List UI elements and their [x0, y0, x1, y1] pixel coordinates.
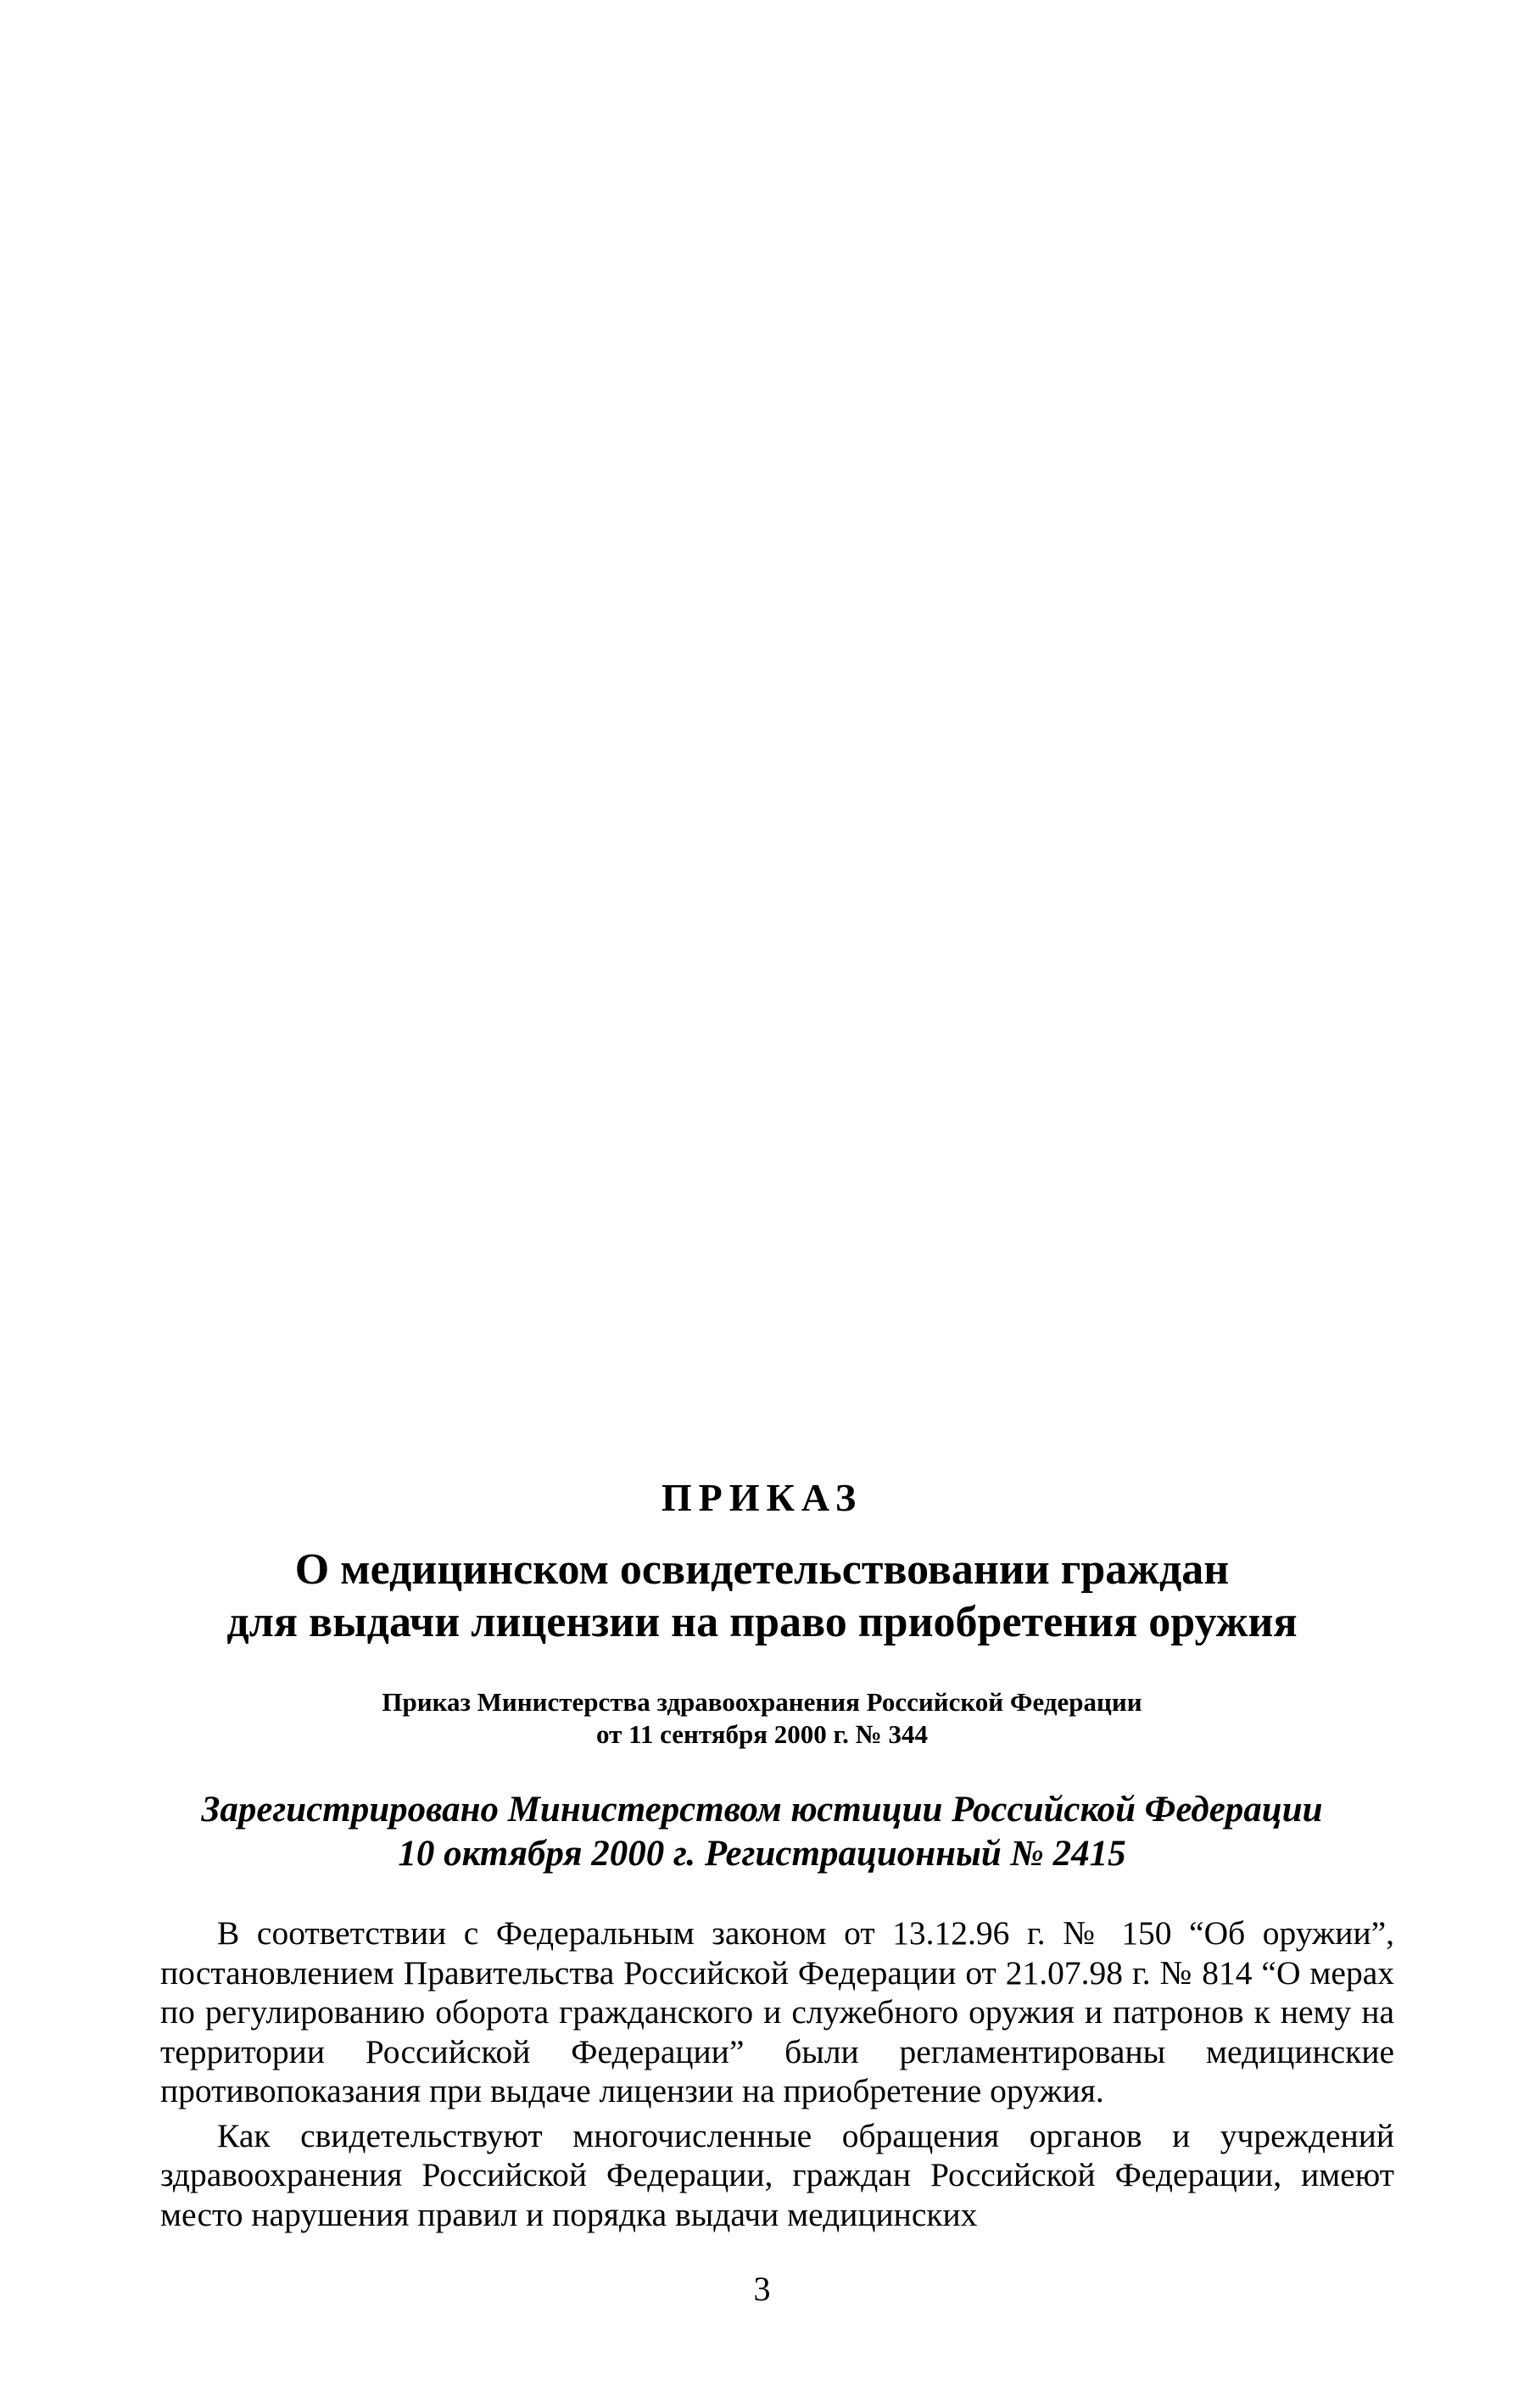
issuer-line-2: от 11 сентября 2000 г. № 344	[596, 1719, 928, 1749]
body-paragraph-1: В соответствии с Федеральным законом от 13.12.96 г. № 150 “Об оружии”, постановлением Правительства Российской Федерации от 21.07.98 г. № 814 “О мерах по регулированию оборота гражданского и служебного оружия и патронов к нему на территории Российской Федерации” были регламентированы медицинские противопоказания при выдаче лицензии на приобретение оружия.	[160, 1914, 1394, 2109]
document-heading	[0, 1544, 1524, 1649]
issuer-line-1: Приказ Министерства здравоохранения Российской Федерации	[382, 1687, 1142, 1717]
issuer-block	[0, 1686, 1524, 1751]
body-paragraph-2: Как свидетельствуют многочисленные обращения органов и учреждений здравоохранения Российской Федерации, граждан Российской Федерации, имеют место нарушения правил и порядка выдачи медицинских	[160, 2116, 1394, 2233]
document-title: ПРИКАЗ	[661, 1476, 863, 1519]
registration-line-2: 10 октября 2000 г. Регистрационный № 2415	[398, 1834, 1126, 1874]
heading-line-1: О медицинском освидетельствовании граждан	[294, 1545, 1230, 1594]
registration-line-1: Зарегистрировано Министерством юстиции Российской Федерации	[201, 1790, 1323, 1830]
page-number: 3	[753, 2270, 771, 2308]
heading-line-2: для выдачи лицензии на право приобретения оружия	[226, 1598, 1298, 1646]
registration-block	[0, 1788, 1524, 1876]
body-text	[160, 1914, 1394, 2234]
